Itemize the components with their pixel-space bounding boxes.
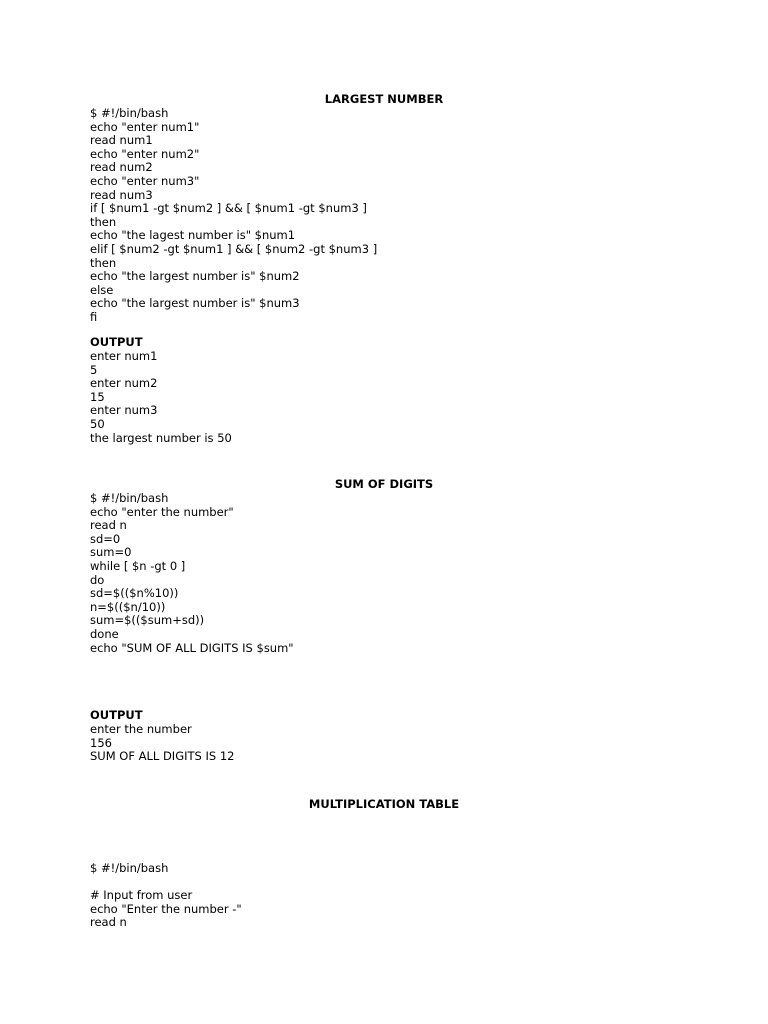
code-line: echo "the largest number is" $num2 <box>90 269 300 284</box>
section-title-sum-of-digits: SUM OF DIGITS <box>334 477 434 491</box>
code-line: elif [ $num2 -gt $num1 ] && [ $num2 -gt $num3 ] <box>90 241 378 256</box>
output-block-largest-number <box>90 350 690 445</box>
code-line: $ #!/bin/bash <box>90 861 169 875</box>
code-line: echo "enter num2" <box>90 146 200 161</box>
code-line: read n <box>90 518 127 533</box>
code-line: echo "enter num1" <box>90 119 200 134</box>
code-line: n=$(($n/10)) <box>90 599 166 614</box>
code-line: # Input from user <box>90 888 193 903</box>
code-line: done <box>90 626 119 641</box>
section-title-multiplication-table: MULTIPLICATION TABLE <box>308 797 460 811</box>
code-line: read num2 <box>90 160 153 175</box>
output-line: enter the number <box>90 722 192 736</box>
code-line: while [ $n -gt 0 ] <box>90 558 186 573</box>
output-line: 5 <box>90 362 98 377</box>
output-line: enter num3 <box>90 403 158 418</box>
code-block-multiplication-table <box>90 862 690 930</box>
output-label-largest-number: OUTPUT <box>90 335 143 349</box>
code-line: fi <box>90 309 98 324</box>
code-block-sum-of-digits <box>90 492 690 655</box>
code-line: if [ $num1 -gt $num2 ] && [ $num1 -gt $num3 ] <box>90 201 367 216</box>
code-line: read num3 <box>90 187 153 202</box>
output-line: 50 <box>90 416 105 431</box>
output-line: SUM OF ALL DIGITS IS 12 <box>90 749 235 764</box>
code-line: echo "enter num3" <box>90 173 200 188</box>
output-line: 156 <box>90 735 112 750</box>
output-line: the largest number is 50 <box>90 430 232 445</box>
code-line: else <box>90 282 114 297</box>
code-line: read num1 <box>90 133 153 148</box>
code-line: then <box>90 255 117 270</box>
output-line: 15 <box>90 389 105 404</box>
code-line: read n <box>90 915 127 930</box>
code-line: $ #!/bin/bash <box>90 106 169 120</box>
code-line: do <box>90 572 105 587</box>
section-title-largest-number: LARGEST NUMBER <box>324 92 444 106</box>
code-line: sum=0 <box>90 545 132 560</box>
code-line: echo "enter the number" <box>90 504 234 519</box>
code-line: sd=0 <box>90 531 121 546</box>
output-label-sum-of-digits: OUTPUT <box>90 708 143 722</box>
code-line: sum=$(($sum+sd)) <box>90 613 205 628</box>
output-block-sum-of-digits <box>90 723 690 764</box>
code-line: echo "Enter the number -" <box>90 901 242 916</box>
code-line: sd=$(($n%10)) <box>90 586 179 601</box>
code-line: echo "the largest number is" $num3 <box>90 296 300 311</box>
code-line: $ #!/bin/bash <box>90 491 169 505</box>
code-block-largest-number <box>90 107 690 325</box>
output-line: enter num1 <box>90 349 158 363</box>
code-line: then <box>90 214 117 229</box>
output-line: enter num2 <box>90 376 158 391</box>
code-line: echo "SUM OF ALL DIGITS IS $sum" <box>90 640 294 655</box>
code-line: echo "the lagest number is" $num1 <box>90 228 296 243</box>
code-line <box>90 876 690 890</box>
